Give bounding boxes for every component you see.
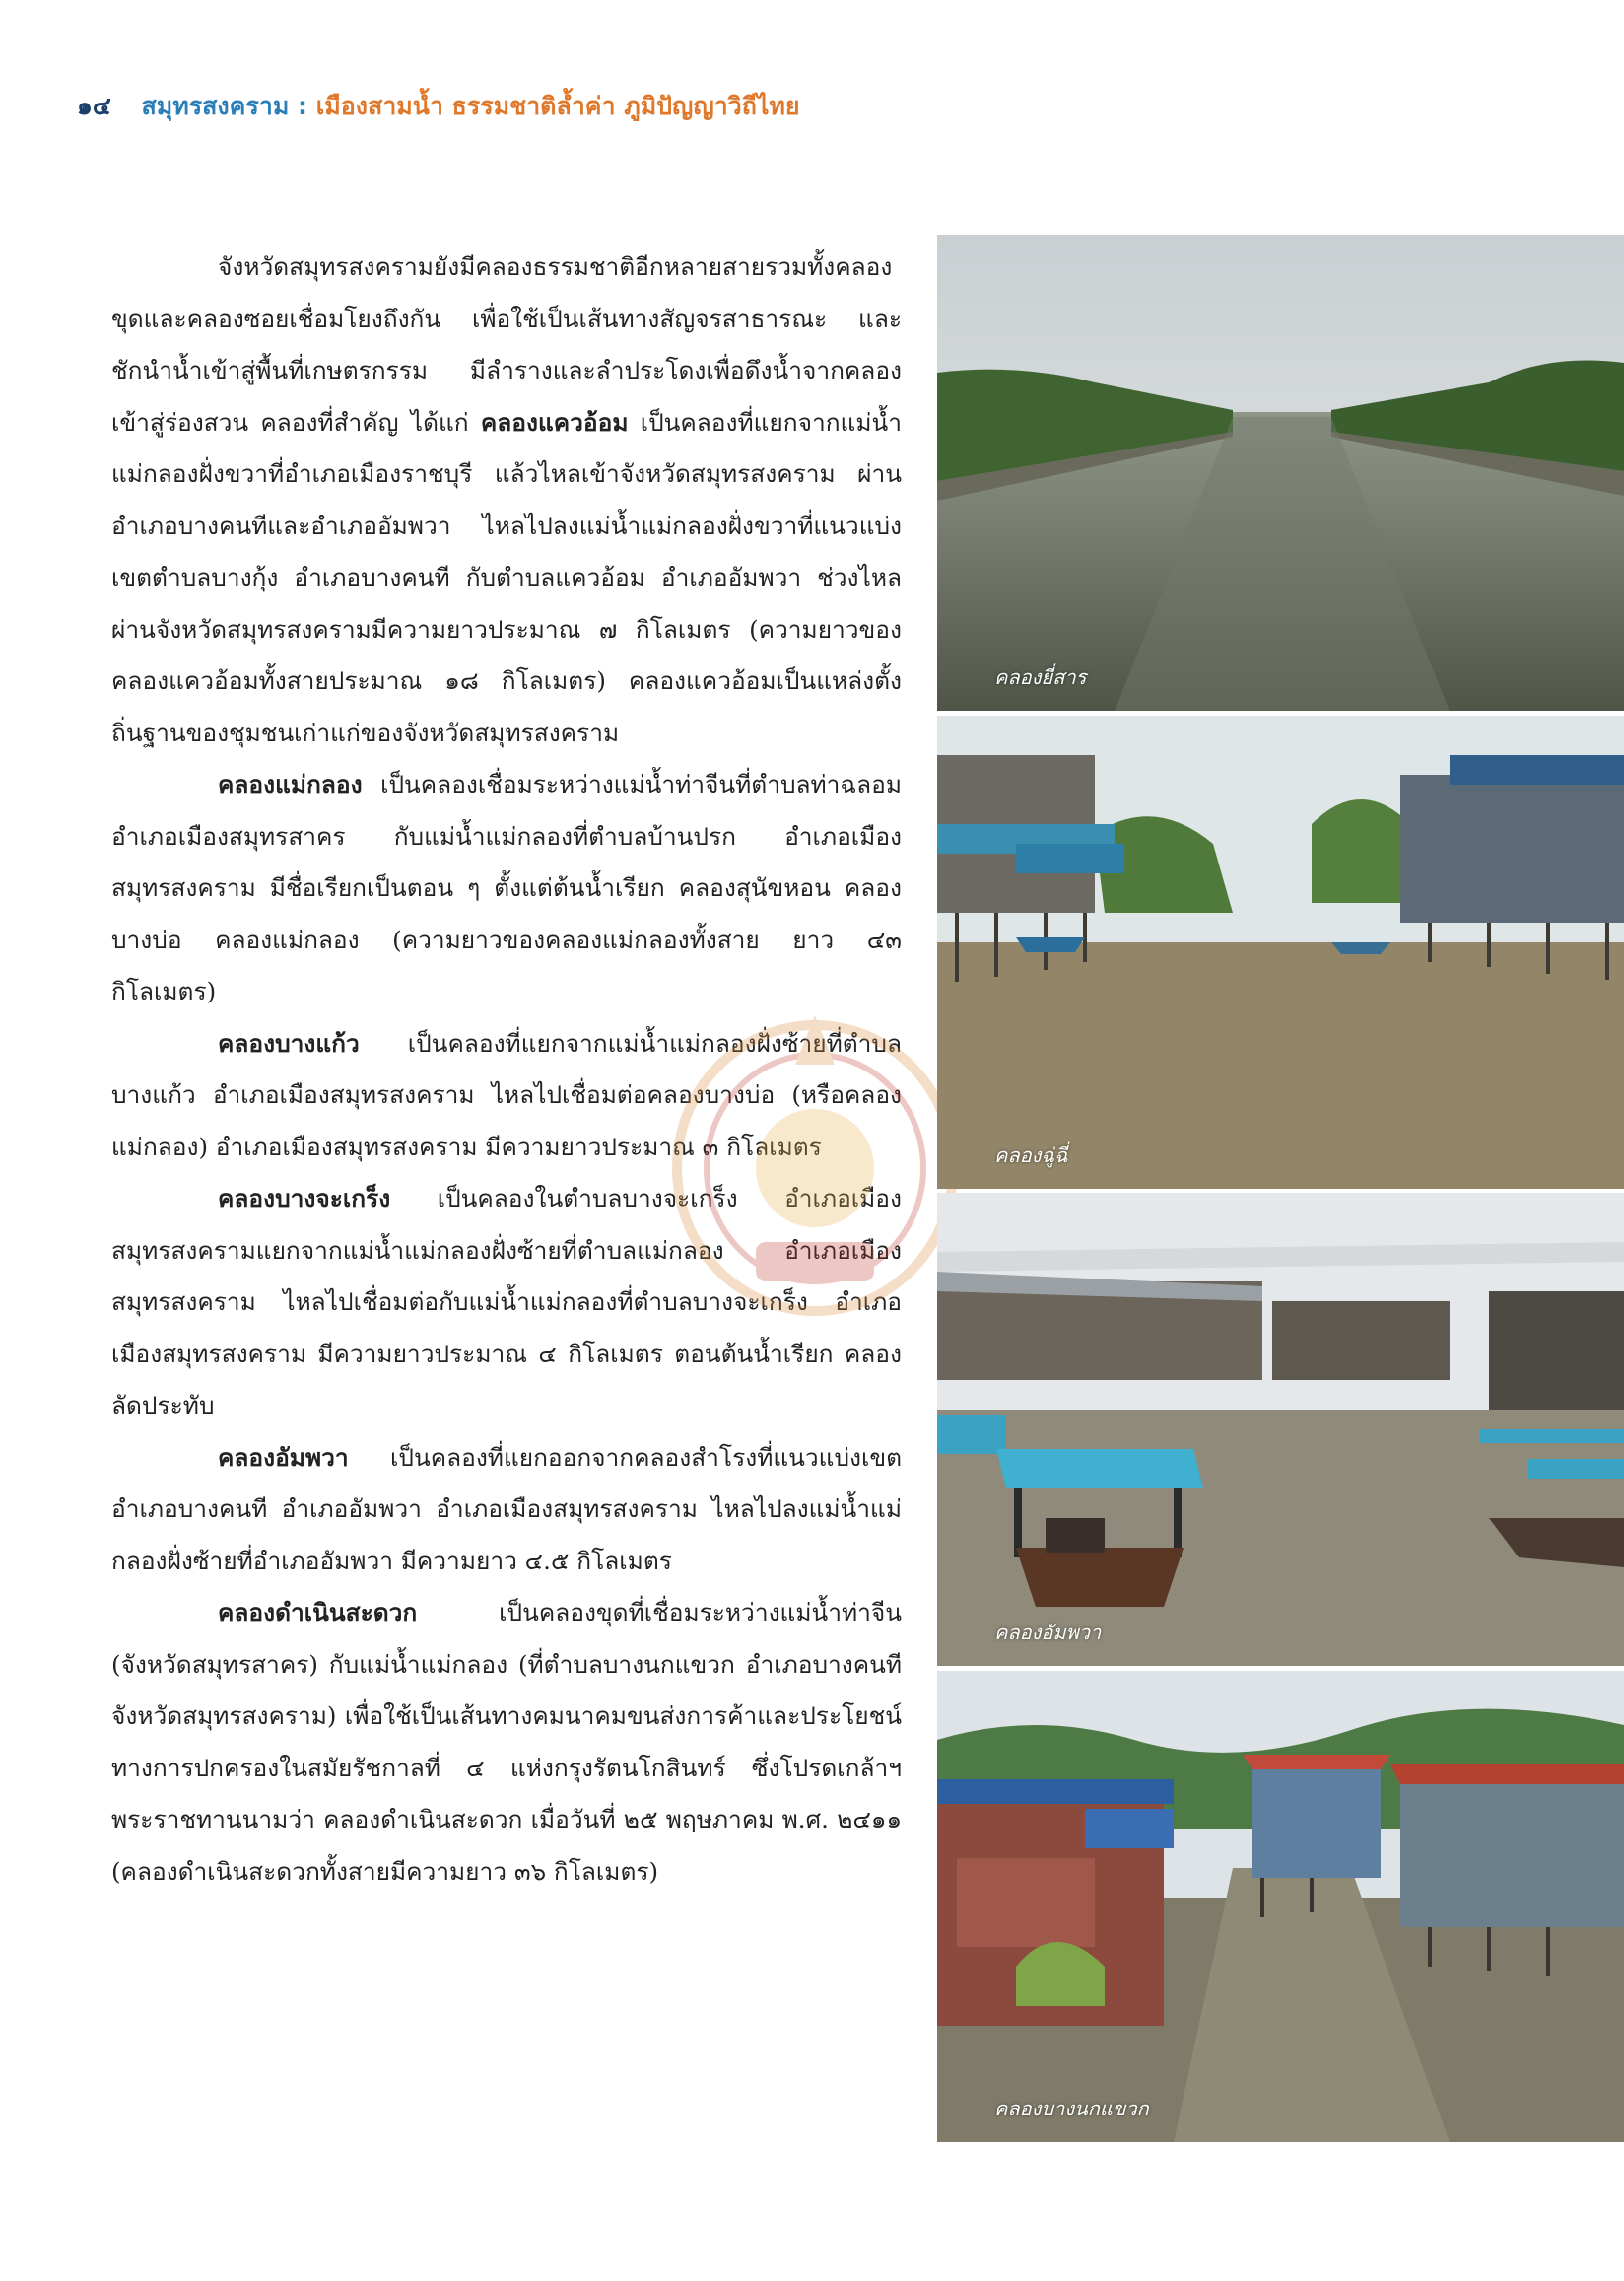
canal-image [937, 235, 1624, 711]
book-title: สมุทรสงคราม [141, 92, 290, 120]
photo-khlong-yi-san [937, 235, 1624, 711]
photo-caption: คลองอัมพวา [994, 1621, 1102, 1644]
paragraph-bang-chakreng: คลองบางจะเกร็ง เป็นคลองในตำบลบางจะเกร็ง อำเภอเมืองสมุทรสงครามแยกจากแม่น้ำแม่กลองฝั่งซ้ายที่ตำบลแม่กลอง อำเภอเมืองสมุทรสงคราม ไหลไปเชื่อมต่อกับแม่น้ำแม่กลองที่ตำบลบางจะเกร็ง อำเภอเมืองสมุทรสงคราม มีความยาวประมาณ ๔ กิโลเมตร ตอนต้นน้ำเรียก คลองลัดประทับ [111, 1184, 902, 1419]
title-separator: : [289, 92, 316, 120]
paragraph-mae-klong: คลองแม่กลอง เป็นคลองเชื่อมระหว่างแม่น้ำท่าจีนที่ตำบลท่าฉลอม อำเภอเมืองสมุทรสาคร กับแม่น้ำแม่กลองที่ตำบลบ้านปรก อำเภอเมืองสมุทรสงคราม มีชื่อเรียกเป็นตอน ๆ ตั้งแต่ต้นน้ำเรียก คลองสุนัขหอน คลองบางบ่อ คลองแม่กลอง (ความยาวของคลองแม่กลองทั้งสาย ยาว ๔๓ กิโลเมตร) [111, 770, 902, 1005]
canal-name-damnoen-saduak: คลองดำเนินสะดวก [218, 1598, 418, 1626]
photo-khlong-amphawa [937, 1193, 1624, 1666]
canal-image [937, 1671, 1624, 2142]
book-subtitle: เมืองสามน้ำ ธรรมชาติล้ำค่า ภูมิปัญญาวิถีไทย [315, 92, 800, 120]
photo-khlong-bang-nok-khwaek [937, 1671, 1624, 2142]
paragraph-bang-kaeo: คลองบางแก้ว เป็นคลองที่แยกจากแม่น้ำแม่กลองฝั่งซ้ายที่ตำบลบางแก้ว อำเภอเมืองสมุทรสงคราม ไหลไปเชื่อมต่อคลองบางบ่อ (หรือคลองแม่กลอง) อำเภอเมืองสมุทรสงคราม มีความยาวประมาณ ๓ กิโลเมตร [111, 1028, 902, 1161]
paragraph-amphawa: คลองอัมพวา เป็นคลองที่แยกออกจากคลองสำโรงที่แนวแบ่งเขตอำเภอบางคนที อำเภออัมพวา อำเภอเมืองสมุทรสงคราม ไหลไปลงแม่น้ำแม่กลองฝั่งซ้ายที่อำเภออัมพวา มีความยาว ๔.๕ กิโลเมตร [111, 1442, 902, 1575]
paragraph-damnoen-saduak: คลองดำเนินสะดวก เป็นคลองขุดที่เชื่อมระหว่างแม่น้ำท่าจีน (จังหวัดสมุทรสาคร) กับแม่น้ำแม่กลอง (ที่ตำบลบางนกแขวก อำเภอบางคนที จังหวัดสมุทรสงคราม) เพื่อใช้เป็นเส้นทางคมนาคมขนส่งการค้าและประโยชน์ทางการปกครองในสมัยรัชกาลที่ ๔ แห่งกรุงรัตนโกสินทร์ ซึ่งโปรดเกล้าฯ พระราชทานนามว่า คลองดำเนินสะดวก เมื่อวันที่ ๒๕ พฤษภาคม พ.ศ. ๒๔๑๑ (คลองดำเนินสะดวกทั้งสายมีความยาว ๓๖ กิโลเมตร) [111, 1598, 902, 1886]
page-number: ๑๔ [77, 92, 111, 120]
article-body [111, 242, 902, 1898]
running-header [77, 87, 800, 126]
photo-caption: คลองบางนกแขวก [994, 2097, 1149, 2120]
paragraph-khwae-om: จังหวัดสมุทรสงครามยังมีคลองธรรมชาติอีกหลายสายรวมทั้งคลองขุดและคลองซอยเชื่อมโยงถึงกัน เพื่อใช้เป็นเส้นทางสัญจรสาธารณะ และชักนำน้ำเข้าสู่พื้นที่เกษตรกรรม มีลำรางและลำประโดงเพื่อดึงน้ำจากคลองเข้าสู่ร่องสวน คลองที่สำคัญ ได้แก่ คลองแควอ้อม เป็นคลองที่แยกจากแม่น้ำแม่กลองฝั่งขวาที่อำเภอเมืองราชบุรี แล้วไหลเข้าจังหวัดสมุทรสงคราม ผ่านอำเภอบางคนทีและอำเภออัมพวา ไหลไปลงแม่น้ำแม่กลองฝั่งขวาที่แนวแบ่งเขตตำบลบางกุ้ง อำเภอบางคนที กับตำบลแควอ้อม อำเภออัมพวา ช่วงไหลผ่านจังหวัดสมุทรสงครามมีความยาวประมาณ ๗ กิโลเมตร (ความยาวของคลองแควอ้อมทั้งสายประมาณ ๑๘ กิโลเมตร) คลองแควอ้อมเป็นแหล่งตั้งถิ่นฐานของชุมชนเก่าแก่ของจังหวัดสมุทรสงคราม [111, 252, 902, 747]
canal-image [937, 1193, 1624, 1666]
photo-caption: คลองยี่สาร [994, 665, 1087, 689]
canal-name-bang-kaeo: คลองบางแก้ว [218, 1028, 360, 1058]
canal-image [937, 716, 1624, 1189]
photo-caption: คลองฉู่ฉี่ [994, 1143, 1068, 1167]
canal-name-khwae-om: คลองแควอ้อม [480, 407, 629, 437]
canal-name-mae-klong: คลองแม่กลอง [218, 770, 363, 798]
photo-khlong-chu-chi [937, 716, 1624, 1189]
canal-name-amphawa: คลองอัมพวา [218, 1442, 349, 1472]
canal-name-bang-chakreng: คลองบางจะเกร็ง [218, 1184, 391, 1212]
